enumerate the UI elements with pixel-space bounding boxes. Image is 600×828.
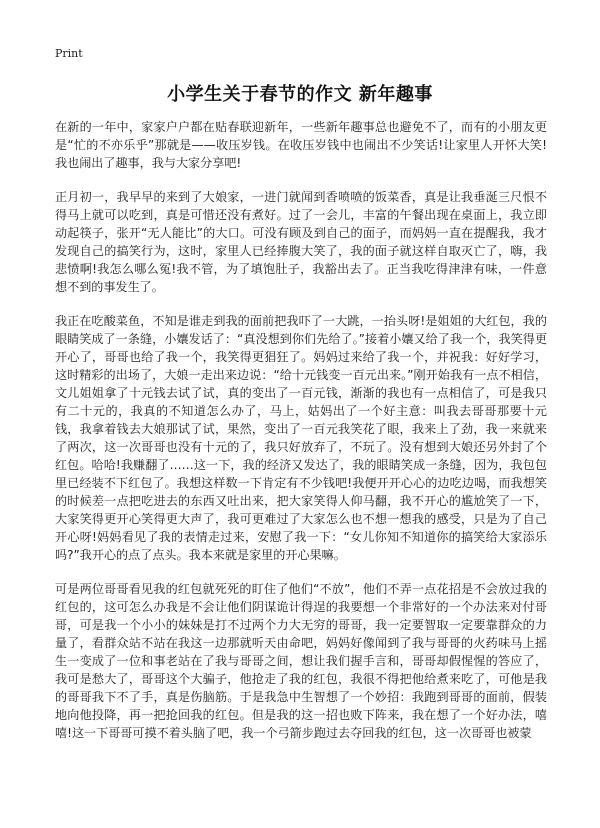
article-body xyxy=(55,118,547,758)
paragraph-3: 我正在吃酸菜鱼，不知是谁走到我的面前把我吓了一大跳，一抬头呀!是姐姐的大红包，我的眼睛笑成了一条缝，小孃发话了：“真没想到你们先给了。”接着小孃又给了我一个，我笑得更开心了，哥哥也给了我一个，我笑得更猖狂了。妈妈过来给了我一个，并祝我：好好学习，这时精彩的出场了，大娘一走出来边说：“给十元钱变一百元出来。”刚开始我有一点不相信，文儿姐姐拿了十元钱去试了试，真的变出了一百元钱，渐渐的我也有一点相信了，可是我只有二十元的，我真的不知道怎么办了，马上，姑妈出了一个好主意：叫我去哥哥那要十元钱，我拿着钱去大娘那试了试，果然，变出了一百元我笑花了眼，我来上了劲，我一来就来了两次，这一次哥哥也没有十元的了，我只好放弃了，不玩了。没有想到大娘还另外封了个红包。哈哈!我赚翻了……这一下，我的经济又发达了，我的眼睛笑成一条缝，因为，我包包里已经装不下红包了。我想这样数一下肯定有不少钱吧!我便开开心心的边吃边喝，而我想笑的时候差一点把吃进去的东西又吐出来，把大家笑得人仰马翻，我不开心的尴尬笑了一下，大家笑得更开心笑得更大声了，我可更难过了大家怎么也不想一想我的感受，只是为了自己开心呀!妈妈看见了我的表情走过来，安慰了我一下：“女儿你知不知道你的搞笑给大家添乐吗?”我开心的点了点头。我本来就是家里的开心果嘛。 xyxy=(55,314,547,562)
paragraph-2: 正月初一，我早早的来到了大娘家，一进门就闻到香喷喷的饭菜香，真是让我垂涎三尺恨不得马上就可以吃到，真是可惜还没有煮好。过了一会儿，丰富的午餐出现在桌面上，我立即动起筷子，张开“无人能比”的大口。可没有顾及到自己的面子，而妈妈一直在提醒我，我才发现自己的搞笑行为，这时，家里人已经捧腹大笑了，我的面子就这样自取灭亡了，嗨，我悲愤啊!我怎么哪么冤!我不管，为了填饱肚子，我豁出去了。正当我吃得津津有味，一件意想不到的事发生了。 xyxy=(55,190,547,294)
print-link[interactable]: Print xyxy=(55,47,83,60)
article-title: 小学生关于春节的作文 新年趣事 xyxy=(167,84,433,105)
paragraph-1: 在新的一年中，家家户户都在贴春联迎新年，一些新年趣事总也避免不了，而有的小朋友更是“忙的不亦乐乎”那就是——收压岁钱。在收压岁钱中也闹出不少笑话!让家里人开怀大笑!我也闹出了趣事，我与大家分享吧! xyxy=(55,120,547,170)
paragraph-4: 可是两位哥哥看见我的红包就死死的盯住了他们“不放”，他们不弄一点花招是不会放过我的红包的，这可怎么办我是不会让他们阴谋诡计得逞的我要想一个非常好的一个办法来对付哥哥，可是我一个小小的妹妹是打不过两个力大无穷的哥哥，我一定要智取一定要靠群众的力量了，看群众站不站在我这一边那就听天由命吧，妈妈好像闻到了我与哥哥的火药味马上摇生一变成了一位和事老站在了我与哥哥之间，想让我们握手言和，哥哥却假惺惺的答应了，我可是愁大了，哥哥这个大骗子，他抢走了我的红包，我很不得把他给煮来吃了，可他是我的哥哥我下不了手，真是伤脑筋。于是我急中生智想了一个妙招：我跑到哥哥的面前，假装地向他投降，再一把抢回我的红包。但是我的这一招也败下阵来，我在想了一个好办法，嘻嘻!这一下哥哥可摸不着头脑了吧，我一个弓箭步跑过去夺回我的红包，这一次哥哥也被蒙 xyxy=(55,582,547,740)
